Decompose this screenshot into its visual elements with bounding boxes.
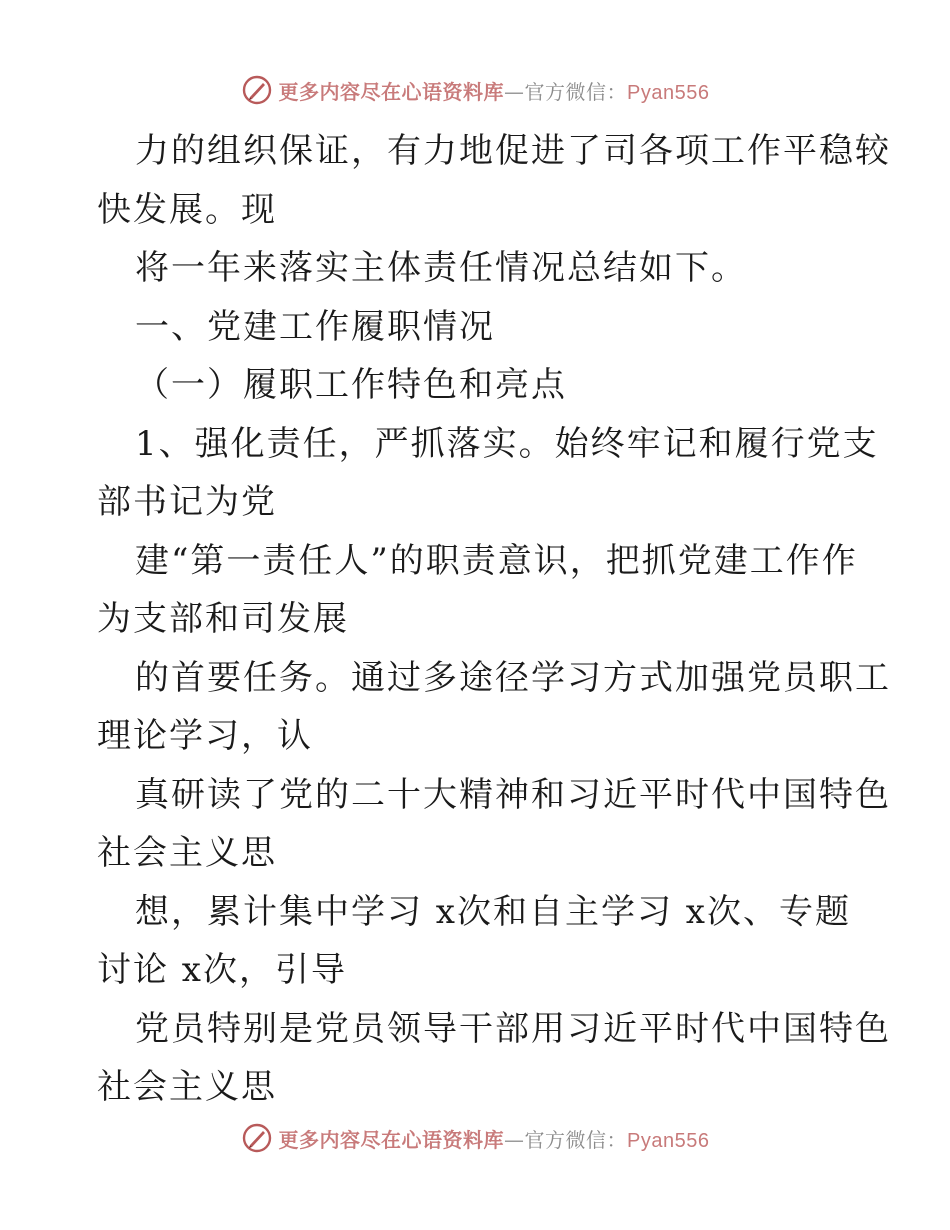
text-line: 建“第一责任人”的职责意识，把抓党建工作作 bbox=[135, 540, 858, 581]
text-line: 理论学习，认 bbox=[97, 716, 313, 756]
text-line: 想，累计集中学习 x次和自主学习 x次、专题 bbox=[135, 891, 851, 932]
header-watermark bbox=[0, 70, 950, 110]
quill-pen-circle-icon bbox=[241, 1122, 273, 1154]
watermark-label: 官方微信： bbox=[524, 1127, 628, 1152]
watermark-separator: — bbox=[504, 79, 525, 104]
text-line: 一、党建工作履职情况 bbox=[135, 306, 495, 347]
document-body bbox=[97, 122, 891, 1117]
text-line: 社会主义思 bbox=[97, 833, 277, 873]
watermark-text bbox=[279, 1124, 710, 1153]
footer-watermark bbox=[0, 1118, 950, 1158]
text-line: 为支部和司发展 bbox=[97, 599, 349, 639]
text-line: 部书记为党 bbox=[97, 482, 277, 522]
watermark-label: 官方微信： bbox=[524, 79, 628, 104]
watermark-brand: 更多内容尽在心语资料库 bbox=[278, 79, 505, 104]
text-line: 的首要任务。通过多途径学习方式加强党员职工 bbox=[135, 657, 891, 698]
text-line: 快发展。现 bbox=[97, 189, 277, 230]
text-line: 力的组织保证，有力地促进了司各项工作平稳较 bbox=[135, 131, 891, 171]
watermark-handle: Pyan556 bbox=[627, 1129, 710, 1152]
watermark-text bbox=[279, 76, 710, 105]
text-line: 真研读了党的二十大精神和习近平时代中国特色 bbox=[135, 774, 891, 815]
text-line: （一）履职工作特色和亮点 bbox=[135, 365, 567, 405]
text-line: 将一年来落实主体责任情况总结如下。 bbox=[135, 248, 747, 288]
watermark-separator: — bbox=[504, 1127, 525, 1152]
watermark-brand: 更多内容尽在心语资料库 bbox=[278, 1127, 505, 1152]
watermark-handle: Pyan556 bbox=[627, 81, 710, 104]
text-line: 1、强化责任，严抓落实。始终牢记和履行党支 bbox=[135, 423, 879, 464]
text-line: 社会主义思 bbox=[97, 1067, 277, 1107]
quill-pen-circle-icon bbox=[241, 74, 273, 106]
text-line: 党员特别是党员领导干部用习近平时代中国特色 bbox=[135, 1008, 891, 1049]
text-line: 讨论 x次，引导 bbox=[97, 950, 347, 990]
